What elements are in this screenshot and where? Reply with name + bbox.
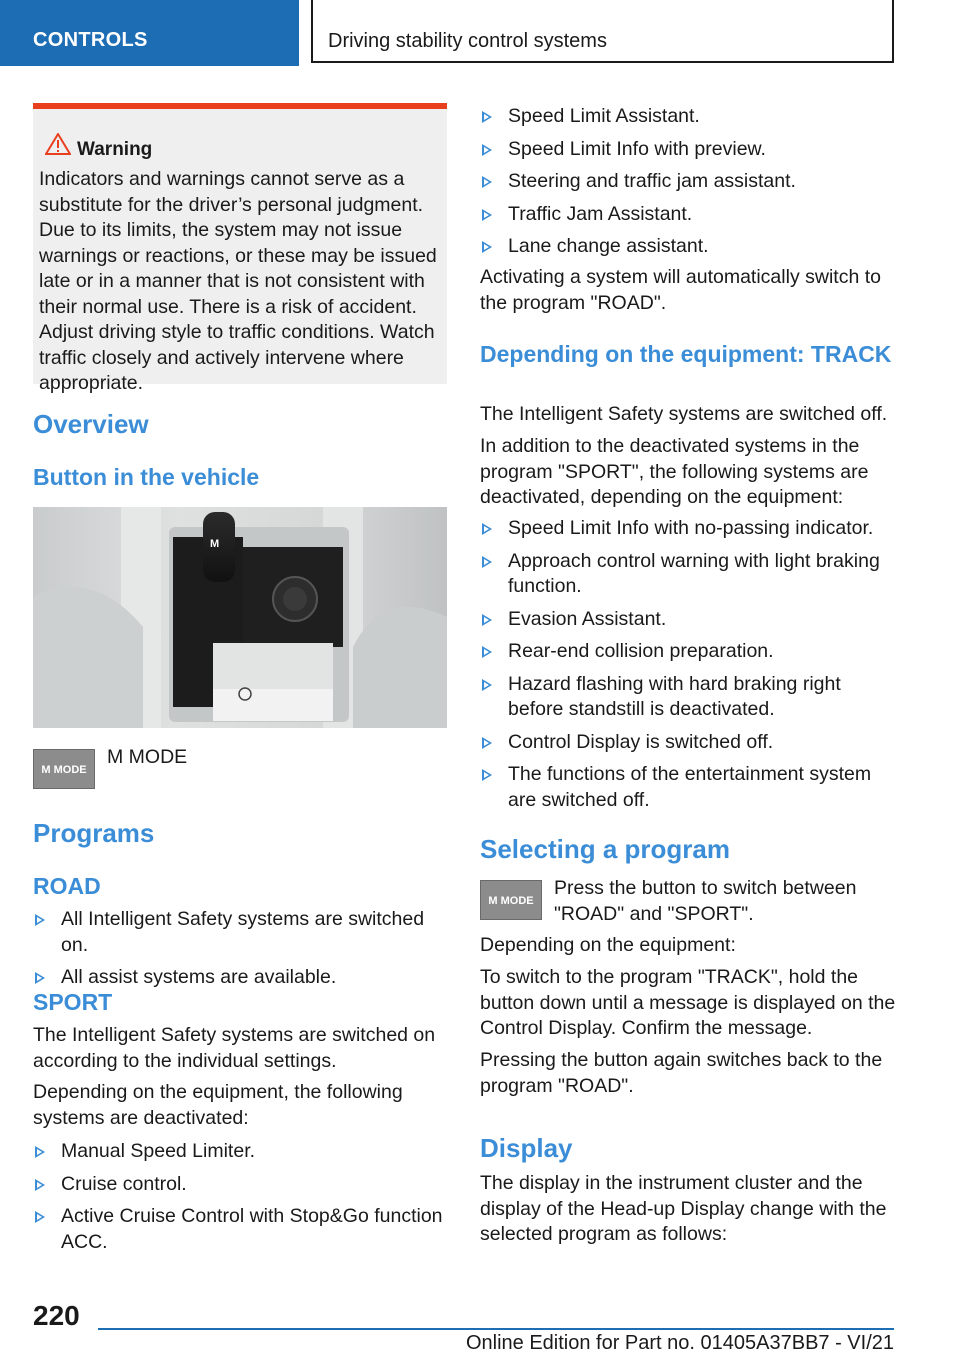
header-chapter-label: Driving stability control systems <box>328 30 607 52</box>
m-mode-button-icon-2: M MODE <box>480 880 542 920</box>
track-heading: Depending on the equipment: TRACK <box>480 341 892 367</box>
footer-edition: Online Edition for Part no. 01405A37BB7 - VI/21 <box>465 1332 894 1354</box>
overview-heading: Overview <box>33 409 149 439</box>
bullet-triangle-icon <box>482 737 492 749</box>
header-section-tab <box>0 0 299 66</box>
bullet-triangle-icon <box>482 209 492 221</box>
page-number: 220 <box>33 1300 80 1331</box>
list-item: All Intelligent Safety systems are switched on. <box>33 907 453 958</box>
bullet-triangle-icon <box>482 523 492 535</box>
bullet-triangle-icon <box>482 241 492 253</box>
selecting-button-text: Press the button to switch between "ROAD" and "SPORT". <box>554 877 857 925</box>
list-item: Speed Limit Assistant. <box>480 104 896 130</box>
list-item: Rear-end collision preparation. <box>480 639 896 665</box>
road-heading: ROAD <box>33 873 101 899</box>
bullet-triangle-icon <box>482 679 492 691</box>
bullet-triangle-icon <box>482 144 492 156</box>
sport-list-left <box>33 1139 447 1255</box>
display-heading: Display <box>480 1133 573 1163</box>
track-para-2: In addition to the deactivated systems in the program "SPORT", the following systems are deactivated, depending on the equipment: <box>480 435 869 508</box>
m-mode-caption: M MODE <box>107 746 188 768</box>
list-item: Cruise control. <box>33 1172 447 1198</box>
m-mode-button-icon: M MODE <box>33 749 95 789</box>
programs-heading: Programs <box>33 818 155 848</box>
bullet-triangle-icon <box>482 556 492 568</box>
button-in-vehicle-heading: Button in the vehicle <box>33 464 260 490</box>
selecting-program-heading: Selecting a program <box>480 834 730 864</box>
warning-body: Indicators and warnings cannot serve as a substitute for the driver’s personal judgment. Due to its limits, the system may not issue warnings or reactions, or these may be issued late or in a manner that is not consistent with their normal use. There is a risk of accident. Adjust driving style to traffic conditions. Watch traffic closely and actively intervene where appropriate. <box>39 168 437 394</box>
selecting-para-1: Depending on the equipment: <box>480 934 736 956</box>
svg-text:M: M <box>210 538 220 550</box>
display-para: The display in the instrument cluster and the display of the Head-up Display change with the selected program as follows: <box>480 1172 887 1245</box>
list-item: Speed Limit Info with no-passing indicator. <box>480 516 896 542</box>
selecting-para-2: To switch to the program "TRACK", hold the button down until a message is displayed on the Control Display. Confirm the message. <box>480 966 896 1039</box>
list-item: Approach control warning with light braking function. <box>480 549 896 600</box>
sport-para-2: Depending on the equipment, the following systems are deactivated: <box>33 1081 403 1129</box>
list-item: Manual Speed Limiter. <box>33 1139 447 1165</box>
warning-triangle-icon <box>45 133 71 155</box>
bullet-triangle-icon <box>35 1211 45 1223</box>
list-item: Speed Limit Info with preview. <box>480 137 896 163</box>
track-list <box>480 516 896 813</box>
road-list <box>33 907 453 991</box>
list-item: The functions of the entertainment system are switched off. <box>480 762 896 813</box>
bullet-triangle-icon <box>35 972 45 984</box>
bullet-triangle-icon <box>482 646 492 658</box>
sport-list-right <box>480 104 896 260</box>
bullet-triangle-icon <box>35 914 45 926</box>
bullet-triangle-icon <box>35 1146 45 1158</box>
selecting-para-3: Pressing the button again switches back to the program "ROAD". <box>480 1049 883 1097</box>
sport-heading: SPORT <box>33 989 113 1015</box>
sport-para-3: Activating a system will automatically switch to the program "ROAD". <box>480 266 881 314</box>
warning-title: Warning <box>77 139 153 160</box>
list-item: Active Cruise Control with Stop&Go function ACC. <box>33 1204 447 1255</box>
list-item: Control Display is switched off. <box>480 730 896 756</box>
list-item: Hazard flashing with hard braking right before standstill is deactivated. <box>480 672 896 723</box>
list-item: Evasion Assistant. <box>480 607 896 633</box>
list-item: All assist systems are available. <box>33 965 453 991</box>
list-item: Traffic Jam Assistant. <box>480 202 896 228</box>
header-section-label: CONTROLS <box>33 29 148 51</box>
bullet-triangle-icon <box>482 176 492 188</box>
center-console-photo <box>33 507 447 728</box>
warning-box <box>33 103 447 394</box>
track-para-1: The Intelligent Safety systems are switched off. <box>480 403 888 425</box>
bullet-triangle-icon <box>35 1179 45 1191</box>
bullet-triangle-icon <box>482 614 492 626</box>
footer-divider <box>98 1328 894 1330</box>
list-item: Steering and traffic jam assistant. <box>480 169 896 195</box>
header-chapter-box <box>311 0 894 63</box>
list-item: Lane change assistant. <box>480 234 896 260</box>
bullet-triangle-icon <box>482 111 492 123</box>
sport-para-1: The Intelligent Safety systems are switched on according to the individual settings. <box>33 1024 436 1072</box>
bullet-triangle-icon <box>482 769 492 781</box>
